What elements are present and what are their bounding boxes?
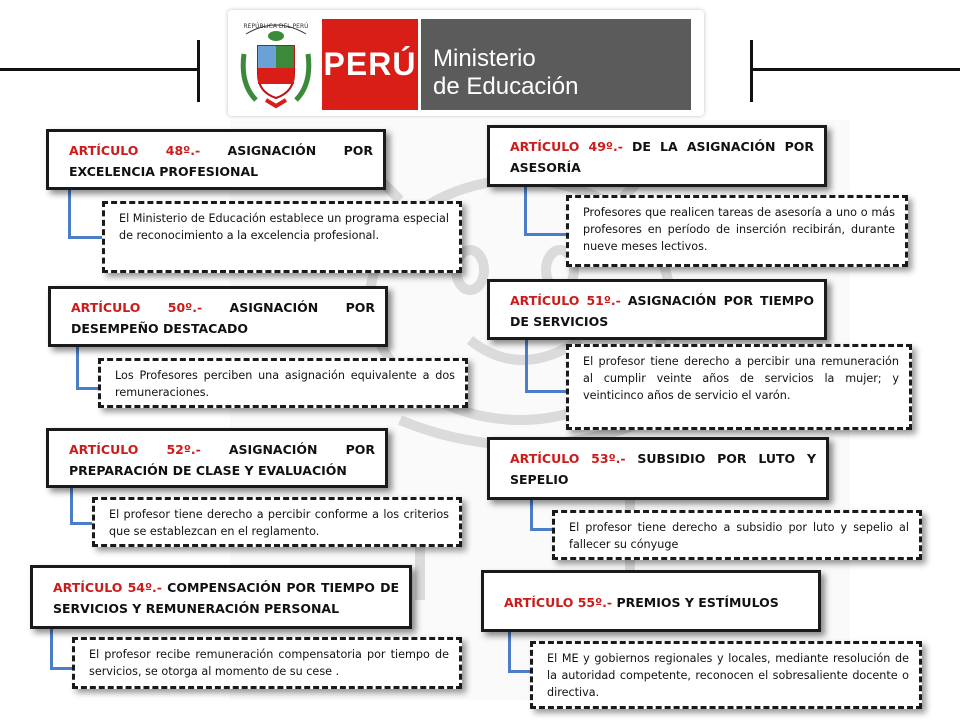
article-51-title: ASIGNACIÓN POR TIEMPO DE SERVICIOS — [510, 293, 814, 329]
coat-of-arms-icon — [236, 14, 316, 110]
article-52-title: ASIGNACIÓN POR PREPARACIÓN DE CLASE Y EVALUACIÓN — [69, 442, 375, 478]
connector-51 — [525, 340, 572, 393]
article-50-box — [48, 286, 388, 347]
article-51-number: ARTÍCULO 51º.- — [510, 293, 621, 308]
connector-49 — [524, 187, 571, 236]
article-49-description: Profesores que realicen tareas de asesoría a uno o más profesores en período de inserción recibirán, durante nueve meses lectivos. — [566, 195, 908, 267]
article-48-title: ASIGNACIÓN POR EXCELENCIA PROFESIONAL — [69, 143, 373, 179]
header-line-right — [752, 68, 960, 71]
article-53-box — [487, 437, 829, 500]
article-52-box — [46, 428, 388, 488]
article-51-description: El profesor tiene derecho a percibir una remuneración al cumplir veinte años de servicios la mujer; y veinticinco años de servicio el varón. — [566, 344, 912, 430]
article-53-description: El profesor tiene derecho a subsidio por luto y sepelio al fallecer su cónyuge — [552, 510, 922, 560]
article-50-title: ASIGNACIÓN POR DESEMPEÑO DESTACADO — [71, 300, 375, 336]
article-52-number: ARTÍCULO 52º.- — [69, 442, 201, 457]
article-51-box — [487, 279, 827, 340]
header-tick-left — [197, 40, 200, 102]
article-55-number: ARTÍCULO 55º.- — [504, 595, 613, 610]
article-53-title: SUBSIDIO POR LUTO Y SEPELIO — [510, 451, 816, 487]
article-49-number: ARTÍCULO 49º.- — [510, 139, 623, 154]
article-50-number: ARTÍCULO 50º.- — [71, 300, 203, 315]
header-line-left — [0, 68, 200, 71]
article-49-title: DE LA ASIGNACIÓN POR ASESORÍA — [510, 139, 814, 175]
article-55-title: PREMIOS Y ESTÍMULOS — [612, 595, 779, 610]
article-54-description: El profesor recibe remuneración compensatoria por tiempo de servicios, se otorga al momento de su cese . — [72, 637, 462, 689]
article-49-box — [487, 125, 827, 187]
article-48-box — [46, 129, 386, 190]
article-54-title: COMPENSACIÓN POR TIEMPO DE SERVICIOS Y REMUNERACIÓN PERSONAL — [53, 580, 399, 616]
header-tick-right — [750, 40, 753, 102]
article-54-number: ARTÍCULO 54º.- — [53, 580, 162, 595]
article-48-description: El Ministerio de Educación establece un programa especial de reconocimiento a la excelencia profesional. — [102, 201, 462, 273]
article-48-number: ARTÍCULO 48º.- — [69, 143, 201, 158]
article-53-number: ARTÍCULO 53º.- — [510, 451, 626, 466]
ministry-name — [421, 19, 691, 110]
article-55-description: El ME y gobiernos regionales y locales, mediante resolución de la autoridad competente, reconocen el sobresaliente docente o directiva. — [530, 641, 922, 709]
article-55-box — [481, 570, 821, 632]
peru-brand-box: PERÚ — [322, 19, 418, 110]
ministry-name-line1: Ministerio — [433, 45, 536, 72]
svg-text:REPÚBLICA DEL PERÚ: REPÚBLICA DEL PERÚ — [243, 23, 309, 30]
ministry-name-line2: de Educación — [433, 73, 579, 100]
article-52-description: El profesor tiene derecho a percibir conforme a los criterios que se establezcan en el reglamento. — [92, 497, 462, 547]
article-54-box — [30, 565, 412, 629]
article-50-description: Los Profesores perciben una asignación equivalente a dos remuneraciones. — [98, 358, 468, 408]
